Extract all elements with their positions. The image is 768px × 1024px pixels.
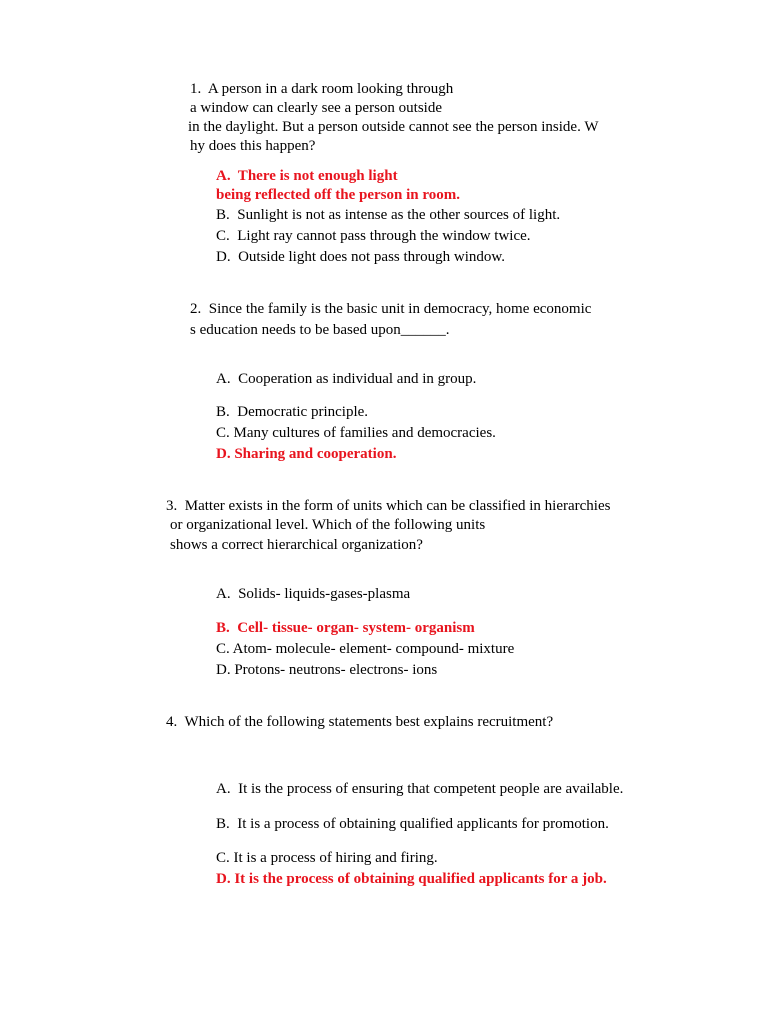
question-2-option-d: D. Sharing and cooperation. (216, 446, 397, 462)
question-3-option-d: D. Protons- neutrons- electrons- ions (216, 662, 438, 678)
question-4-option-c: C. It is a process of hiring and firing. (216, 850, 438, 866)
question-3-option-a: A. Solids- liquids-gases-plasma (216, 586, 411, 602)
question-3-stem-line-2: or organizational level. Which of the following units (170, 517, 486, 533)
question-1-option-a-line-2: being reflected off the person in room. (216, 187, 460, 203)
question-4-option-a: A. It is the process of ensuring that competent people are available. (216, 781, 624, 797)
question-2-option-b: B. Democratic principle. (216, 404, 369, 420)
question-3-stem-line-1: 3. Matter exists in the form of units which can be classified in hierarchies (166, 498, 611, 514)
question-3-option-b: B. Cell- tissue- organ- system- organism (216, 620, 475, 636)
question-1-stem-line-1: 1. A person in a dark room looking through (190, 81, 454, 97)
question-4-option-d: D. It is the process of obtaining qualified applicants for a job. (216, 871, 607, 887)
question-4-stem-line-1: 4. Which of the following statements best explains recruitment? (166, 714, 554, 730)
question-1-option-d: D. Outside light does not pass through window. (216, 249, 506, 265)
question-1-option-c: C. Light ray cannot pass through the window twice. (216, 228, 531, 244)
question-1-option-a-line-1: A. There is not enough light (216, 168, 398, 184)
question-1-stem-line-2: a window can clearly see a person outside (190, 100, 442, 116)
question-3-option-c: C. Atom- molecule- element- compound- mixture (216, 641, 515, 657)
question-1-option-b: B. Sunlight is not as intense as the other sources of light. (216, 207, 561, 223)
question-2-option-a: A. Cooperation as individual and in group. (216, 371, 477, 387)
question-4-option-b: B. It is a process of obtaining qualified applicants for promotion. (216, 816, 609, 832)
question-2-stem-line-2: s education needs to be based upon______. (190, 322, 450, 338)
question-2-stem-line-1: 2. Since the family is the basic unit in democracy, home economic (190, 301, 592, 317)
question-3-stem-line-3: shows a correct hierarchical organization? (170, 537, 423, 553)
question-1-stem-line-3: in the daylight. But a person outside cannot see the person inside. W (188, 119, 599, 135)
question-2-option-c: C. Many cultures of families and democracies. (216, 425, 496, 441)
question-1-stem-line-4: hy does this happen? (190, 138, 316, 154)
